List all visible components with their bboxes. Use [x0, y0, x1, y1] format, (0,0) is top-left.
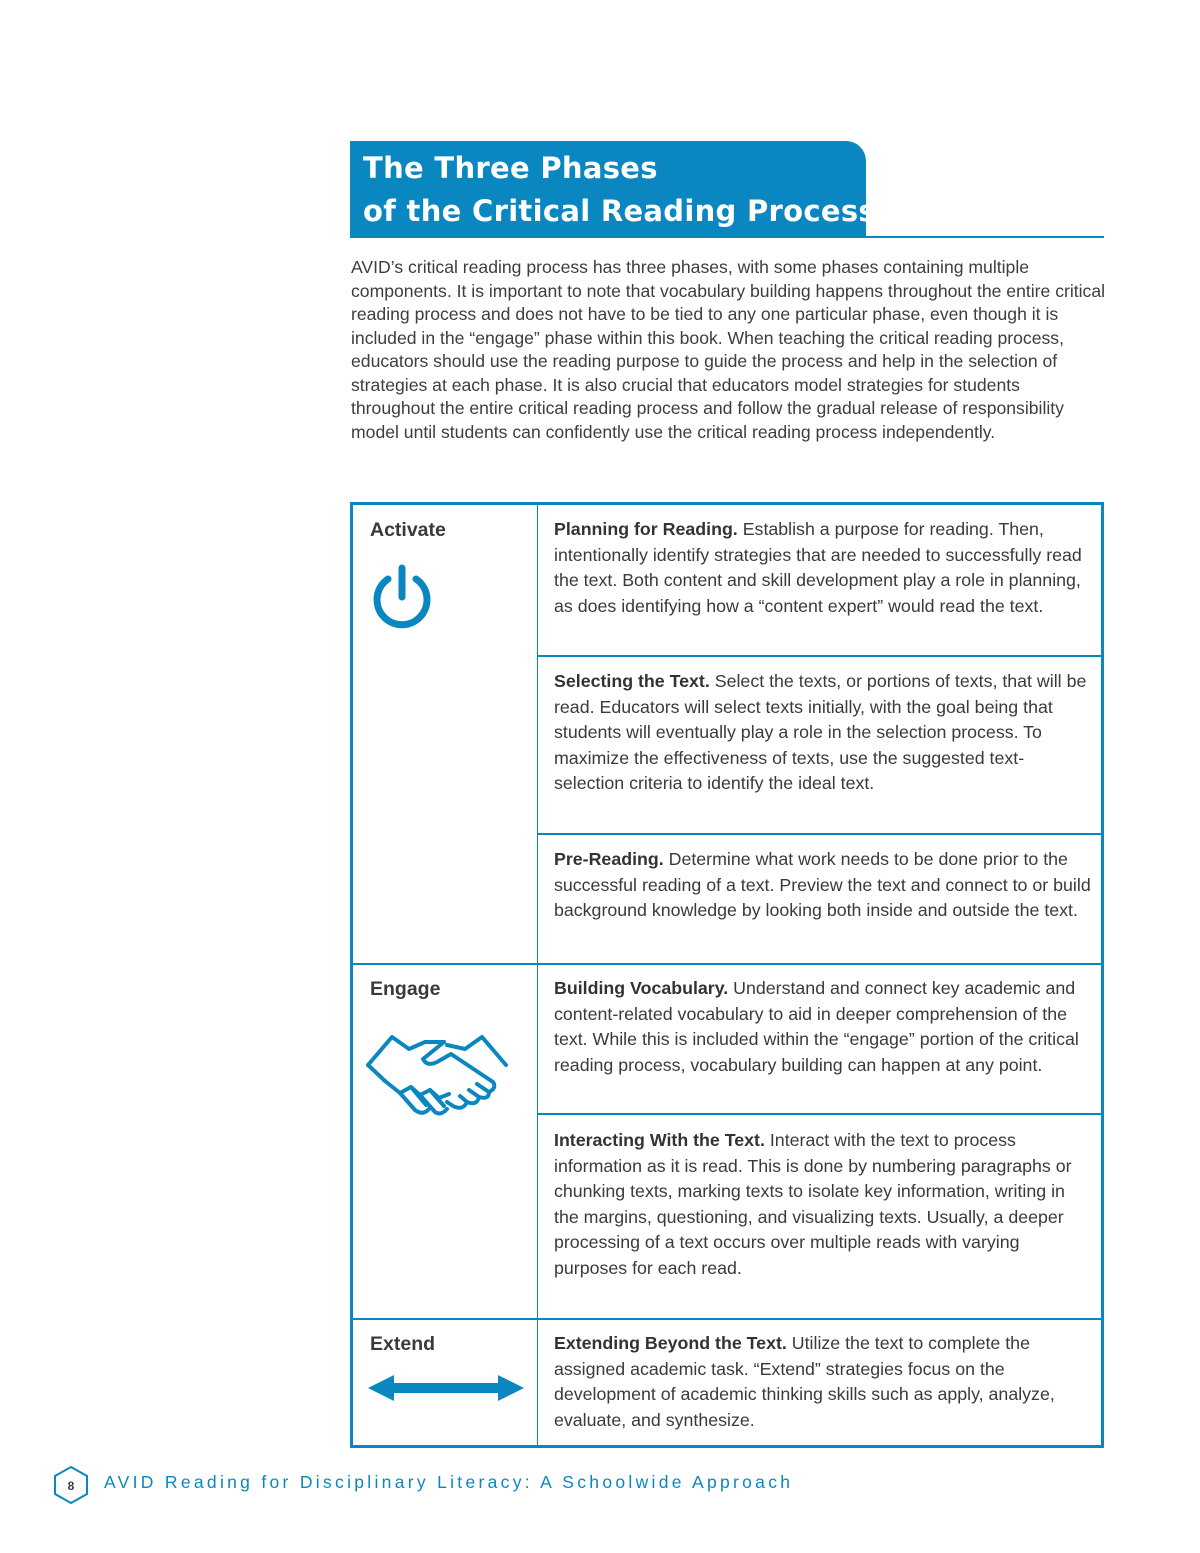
phase-label-activate: Activate [370, 519, 446, 541]
intro-paragraph: AVID’s critical reading process has three phases, with some phases containing multiple components. It is important to note that vocabulary building happens throughout the entire critical reading process and does not have to be tied to any one particular phase, even though it is included in the “engage” phase within this book. When teaching the critical reading process, educators should use the reading purpose to guide the process and help in the selection of strategies at each phase. It is also crucial that educators model strategies for students throughout the entire critical reading process and follow the gradual release of responsibility model until students can confidently use the critical reading process independently. [351, 257, 1106, 442]
phase-label-extend: Extend [370, 1333, 436, 1355]
title-rule [350, 236, 1104, 238]
phase-table [350, 502, 1104, 1448]
step-heading: Pre-Reading. [554, 849, 664, 869]
step-heading: Interacting With the Text. [554, 1130, 765, 1150]
step-text: Establish a purpose for reading. Then, intentionally identify strategies that are needed to successfully read the text. Both content and skill development play a role in planning, as does identifying how a “content expert” would read the text. [554, 519, 1082, 616]
power-icon [366, 561, 438, 633]
step-heading: Extending Beyond the Text. [554, 1333, 787, 1353]
row-divider [537, 833, 1101, 835]
step-planning-for-reading [554, 517, 1094, 619]
step-building-vocabulary [554, 976, 1094, 1078]
step-pre-reading [554, 847, 1094, 924]
double-arrow-icon [366, 1372, 526, 1404]
handshake-icon [365, 1032, 509, 1122]
footer-book-title: AVID Reading for Disciplinary Literacy: A Schoolwide Approach [104, 1472, 794, 1492]
step-interacting-with-the-text [554, 1128, 1094, 1281]
row-divider [537, 655, 1101, 657]
step-text: Utilize the text to complete the assigned academic task. “Extend” strategies focus on the development of academic thinking skills such as apply, analyze, evaluate, and synthesize. [554, 1333, 1055, 1430]
page-title-line-1: The Three Phases [363, 151, 658, 185]
column-divider [537, 505, 538, 1445]
step-heading: Planning for Reading. [554, 519, 738, 539]
step-text: Select the texts, or portions of texts, that will be read. Educators will select texts initially, with the goal being that students will eventually play a role in the selection process. To maximize the effectiveness of texts, use the suggested text-selection criteria to identify the ideal text. [554, 671, 1087, 793]
step-selecting-the-text [554, 669, 1094, 797]
step-heading: Selecting the Text. [554, 671, 710, 691]
step-text: Interact with the text to process information as it is read. This is done by numbering paragraphs or chunking texts, marking texts to isolate key information, writing in the margins, questioning, and visualizing texts. Usually, a deeper processing of a text occurs over multiple reads with varying purposes for each read. [554, 1130, 1072, 1278]
row-divider [537, 1113, 1101, 1115]
page-title-line-2: of the Critical Reading Process [363, 194, 876, 228]
step-extending-beyond-the-text [554, 1331, 1094, 1433]
step-text: Understand and connect key academic and content-related vocabulary to aid in deeper comprehension of the text. While this is included within the “engage” portion of the critical reading process, vocabulary building can happen at any point. [554, 978, 1079, 1075]
phase-divider [353, 1318, 1101, 1320]
phase-label-engage: Engage [370, 978, 441, 1000]
page-number-badge [53, 1465, 89, 1505]
page-number: 8 [67, 1479, 75, 1493]
step-heading: Building Vocabulary. [554, 978, 729, 998]
step-text: Determine what work needs to be done prior to the successful reading of a text. Preview the text and connect to or build background knowledge by looking both inside and outside the text. [554, 849, 1091, 920]
phase-divider [353, 963, 1101, 965]
